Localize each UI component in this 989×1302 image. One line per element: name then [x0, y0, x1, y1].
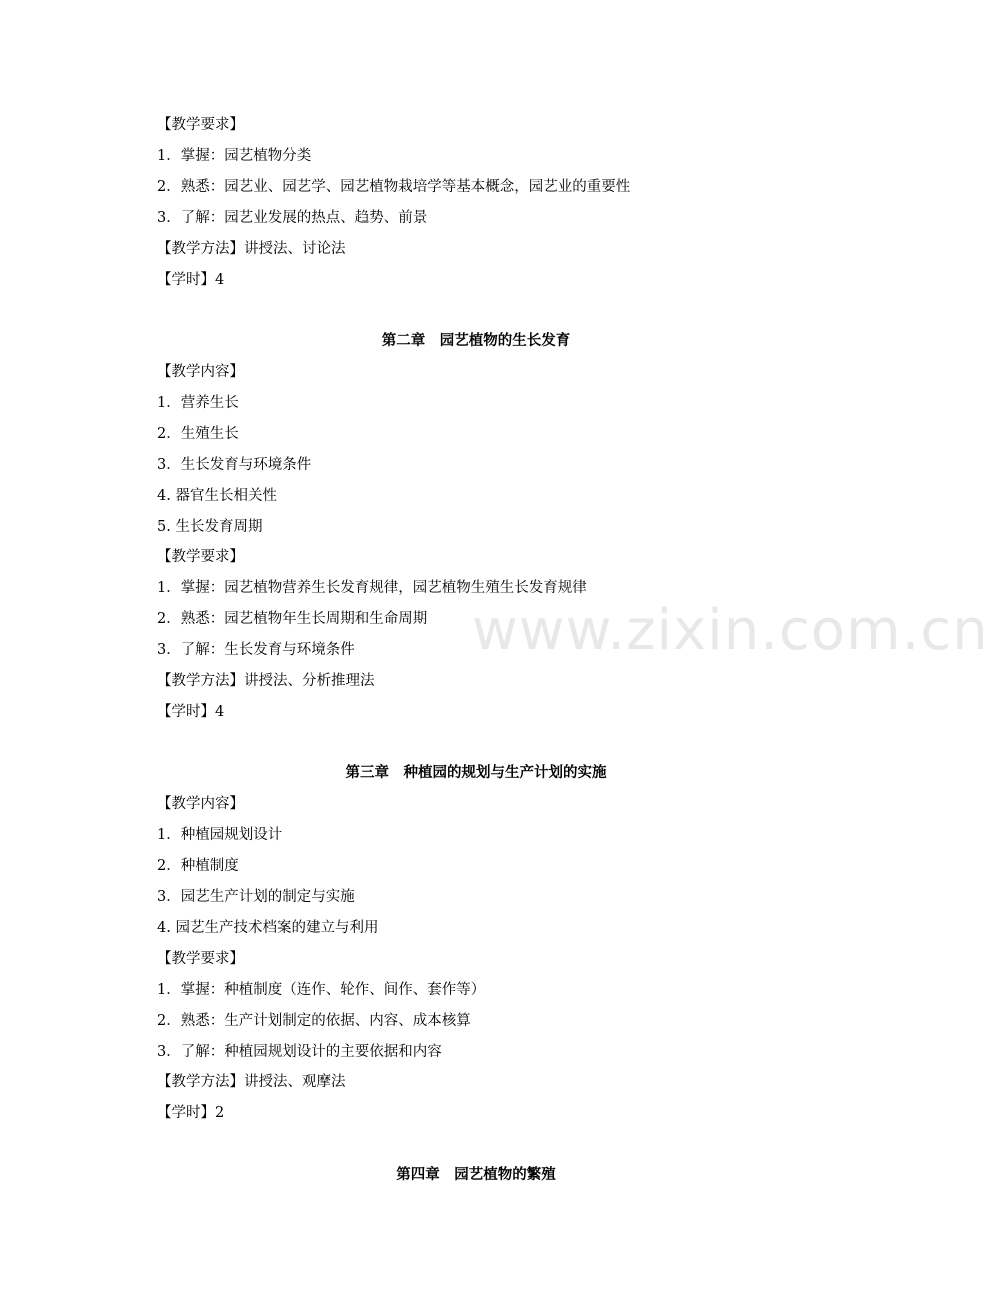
- chapter-3-line-11: 【学时】2: [157, 1105, 225, 1121]
- chapter-2-line-3: 2．生殖生长: [157, 426, 239, 442]
- section-1-line-5: 【教学方法】讲授法、讨论法: [157, 241, 346, 257]
- chapter-3-heading: 第三章 种植园的规划与生产计划的实施: [345, 764, 607, 781]
- chapter-2-line-4: 3．生长发育与环境条件: [157, 457, 312, 473]
- chapter-2-line-1: 【教学内容】: [157, 364, 244, 380]
- chapter-3-line-8: 2．熟悉：生产计划制定的依据、内容、成本核算: [157, 1013, 471, 1029]
- section-1-line-3: 2．熟悉：园艺业、园艺学、园艺植物栽培学等基本概念，园艺业的重要性: [157, 179, 631, 195]
- section-1-line-4: 3．了解：园艺业发展的热点、趋势、前景: [157, 210, 428, 226]
- chapter-3-line-5: 4. 园艺生产技术档案的建立与利用: [157, 920, 379, 936]
- section-1-line-1: 【教学要求】: [157, 117, 244, 133]
- chapter-2-line-12: 【学时】4: [157, 704, 225, 720]
- chapter-2-heading: 第二章 园艺植物的生长发育: [381, 332, 571, 349]
- chapter-3-line-3: 2．种植制度: [157, 858, 239, 874]
- chapter-3-line-6: 【教学要求】: [157, 951, 244, 967]
- chapter-2-line-8: 1．掌握：园艺植物营养生长发育规律，园艺植物生殖生长发育规律: [157, 580, 587, 596]
- chapter-2-line-11: 【教学方法】讲授法、分析推理法: [157, 673, 375, 689]
- chapter-2-line-6: 5. 生长发育周期: [157, 519, 263, 535]
- chapter-3-line-7: 1．掌握：种植制度（连作、轮作、间作、套作等）: [157, 982, 486, 998]
- chapter-2-line-10: 3．了解：生长发育与环境条件: [157, 642, 355, 658]
- chapter-2-line-7: 【教学要求】: [157, 549, 244, 565]
- chapter-3-line-10: 【教学方法】讲授法、观摩法: [157, 1074, 346, 1090]
- chapter-3-line-2: 1．种植园规划设计: [157, 827, 283, 843]
- chapter-2-line-2: 1．营养生长: [157, 395, 239, 411]
- chapter-4-heading: 第四章 园艺植物的繁殖: [396, 1166, 556, 1183]
- chapter-3-line-1: 【教学内容】: [157, 796, 244, 812]
- section-1-line-6: 【学时】4: [157, 272, 225, 288]
- section-1-line-2: 1．掌握：园艺植物分类: [157, 148, 312, 164]
- chapter-2-line-5: 4. 器官生长相关性: [157, 488, 277, 504]
- chapter-2-line-9: 2．熟悉：园艺植物年生长周期和生命周期: [157, 611, 428, 627]
- watermark: www.zixin.com.cn: [472, 598, 989, 663]
- chapter-3-line-9: 3．了解：种植园规划设计的主要依据和内容: [157, 1044, 442, 1060]
- chapter-3-line-4: 3．园艺生产计划的制定与实施: [157, 889, 355, 905]
